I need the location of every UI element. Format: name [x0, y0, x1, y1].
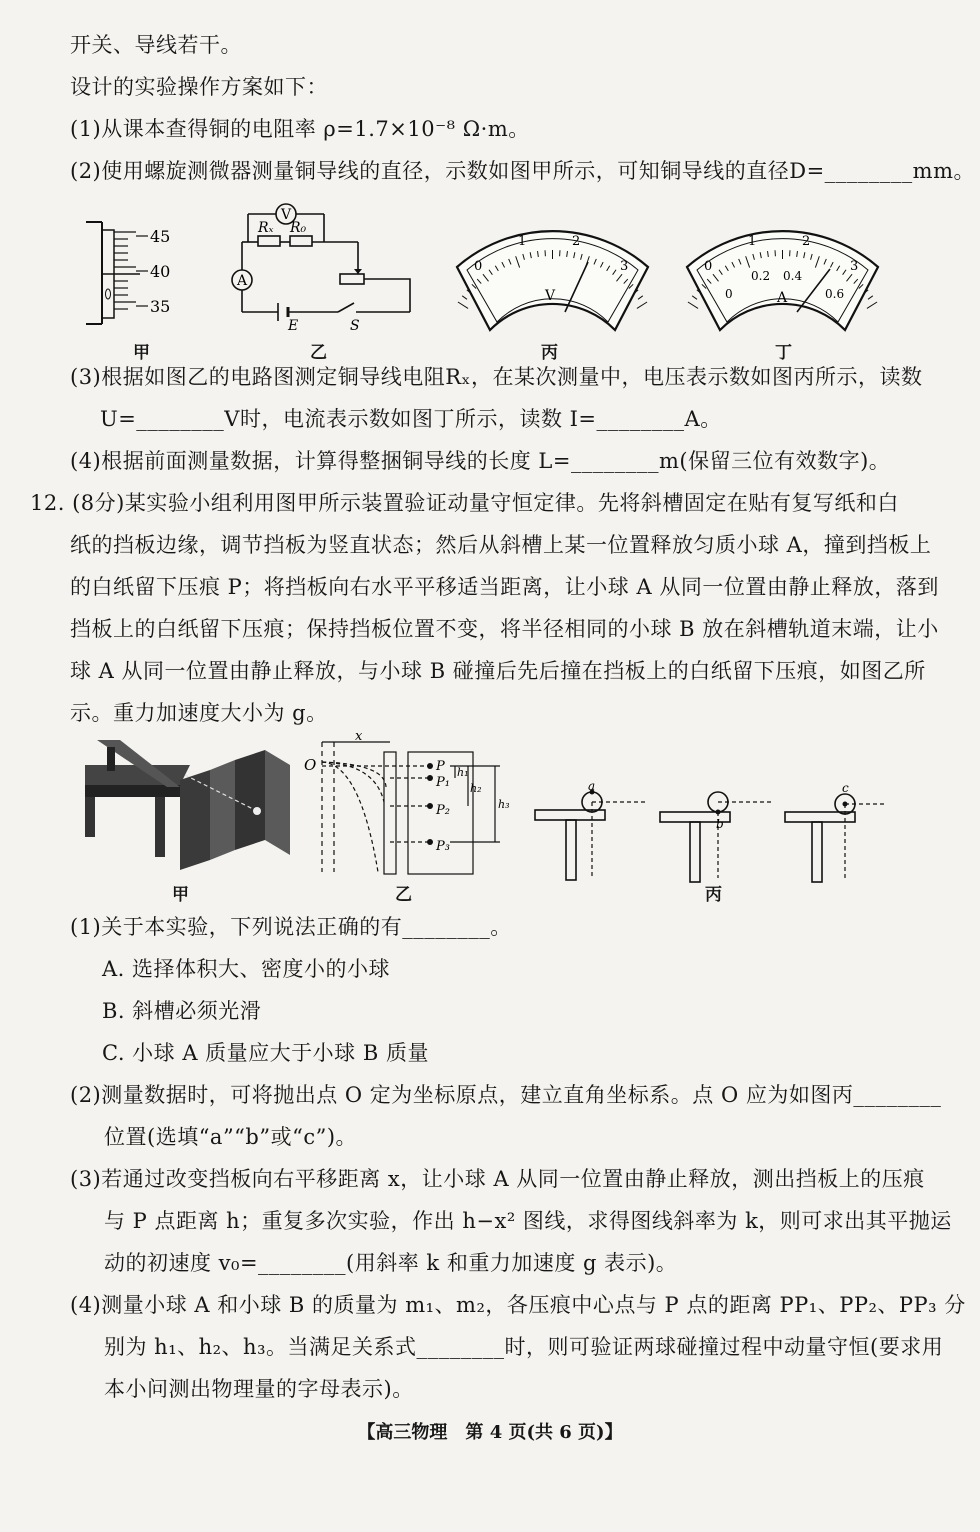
fig-label: c	[842, 781, 849, 795]
fig-label: x	[355, 732, 363, 744]
scale-label: 2	[572, 234, 581, 249]
scale-label: 0	[474, 259, 483, 274]
scale-label: 0.6	[825, 287, 845, 301]
figure-caption: 乙	[310, 343, 327, 363]
text-line: 本小问测出物理量的字母表示)。	[104, 1377, 414, 1401]
scale-tick	[458, 302, 468, 308]
option-b: B. 斜槽必须光滑	[102, 999, 262, 1023]
text-line: 纸的挡板边缘，调节挡板为竖直状态；然后从斜槽上某一位置释放匀质小球 A，撞到挡板上	[70, 533, 932, 557]
fig-label: P₁	[436, 775, 450, 790]
text-segment: Rₓ，在某次测量中，电压表示数如图丙所示，读数	[445, 365, 923, 389]
apparatus-figure	[85, 735, 295, 875]
text-segment: (3)根据如图乙的电路图测定铜导线电阻	[70, 365, 446, 389]
option-c: C. 小球 A 质量应大于小球 B 质量	[102, 1041, 429, 1065]
text-line	[70, 156, 975, 186]
ammeter-symbol: A	[237, 273, 248, 289]
scale-label: 1	[518, 234, 527, 249]
scale-tick	[637, 302, 647, 308]
figure-caption: 甲	[133, 343, 150, 363]
scale-label: 1	[748, 234, 757, 249]
ammeter-figure	[675, 212, 890, 337]
scale-tick	[638, 296, 643, 300]
unit-label: V	[545, 288, 556, 304]
text-line: 与 P 点距离 h；重复多次实验，作出 h−x² 图线，求得图线斜率为 k，则可求出其平抛运	[104, 1209, 952, 1233]
text-line: (4)根据前面测量数据，计算得整捆铜导线的长度 L=________m(保留三位有效数字)。	[70, 449, 891, 473]
scale-label: 0.4	[783, 269, 803, 283]
resistor-label: Rₓ	[258, 220, 274, 236]
text-line: U=________V时，电流表示数如图丁所示，读数 I=________A。	[100, 407, 722, 431]
figure-caption: 丁	[775, 343, 792, 363]
scale-label: 3	[850, 259, 859, 274]
tick-label: 40	[150, 262, 171, 281]
fig-label: O	[304, 756, 317, 774]
trajectory-figure	[300, 732, 525, 877]
text-segment: D=________mm。	[789, 159, 976, 183]
text-line: (1)从课本查得铜的电阻率 ρ=1.7×10⁻⁸ Ω·m。	[70, 117, 530, 141]
text-line: 挡板上的白纸留下压痕；保持挡板位置不变，将半径相同的小球 B 放在斜槽轨道末端，让小	[70, 617, 939, 641]
resistor-label: R₀	[290, 220, 307, 236]
text-line: 别为 h₁、h₂、h₃。当满足关系式________时，则可验证两球碰撞过程中动量守恒(要求用	[104, 1335, 944, 1359]
text-line: 开关、导线若干。	[70, 33, 242, 57]
page-footer: 【高三物理 第 4 页(共 6 页)】	[357, 1422, 623, 1443]
tick-label: 45	[150, 227, 171, 246]
tick-label: 35	[150, 297, 171, 316]
text-line: (2)测量数据时，可将抛出点 O 定为坐标原点，建立直角坐标系。点 O 应为如图丙________	[70, 1083, 942, 1107]
text-line: 示。重力加速度大小为 g。	[70, 701, 328, 725]
scale-tick	[868, 296, 873, 300]
fig-label: h₃	[498, 798, 510, 811]
switch-label: S	[350, 318, 360, 334]
scale-tick	[867, 302, 877, 308]
scale-label: 2	[802, 234, 811, 249]
fig-label: a	[588, 780, 596, 793]
text-line: 球 A 从同一位置由静止释放，与小球 B 碰撞后先后撞在挡板上的白纸留下压痕，如图乙所	[70, 659, 926, 683]
circuit-diagram	[228, 202, 418, 334]
figure-caption: 乙	[395, 885, 412, 905]
fig-label: P	[436, 759, 445, 774]
text-line	[70, 362, 922, 392]
fig-label: b	[716, 817, 724, 831]
figure-caption: 甲	[172, 885, 189, 905]
scale-label: 3	[620, 259, 629, 274]
scale-tick	[688, 302, 698, 308]
scale-tick	[692, 296, 697, 300]
fig-label: P₂	[436, 803, 450, 818]
text-line: 的白纸留下压痕 P；将挡板向右水平平移适当距离，让小球 A 从同一位置由静止释放，落到	[70, 575, 939, 599]
text-line: 位置(选填“a”“b”或“c”)。	[104, 1125, 358, 1149]
text-line: (4)测量小球 A 和小球 B 的质量为 m₁、m₂，各压痕中心点与 P 点的距离 PP₁、PP₂、PP₃ 分	[70, 1293, 966, 1317]
figure-caption: 丙	[541, 343, 558, 363]
scale-label: 0.2	[751, 269, 771, 283]
fig-label: P₃	[436, 839, 450, 854]
voltmeter-figure	[445, 212, 660, 337]
micrometer-figure	[80, 212, 210, 332]
text-line: 设计的实验操作方案如下：	[70, 75, 328, 99]
text-line: 动的初速度 v₀=________(用斜率 k 和重力加速度 g 表示)。	[104, 1251, 678, 1275]
fig-label: h₂	[470, 782, 482, 795]
text-line: (3)若通过改变挡板向右平移距离 x，让小球 A 从同一位置由静止释放，测出挡板上的压痕	[70, 1167, 925, 1191]
option-a: A. 选择体积大、密度小的小球	[102, 957, 391, 981]
text-segment: (2)使用螺旋测微器测量铜导线的直径，示数如图甲所示，可知铜导线的直径	[70, 159, 790, 183]
scale-tick	[462, 296, 467, 300]
unit-label: A	[777, 290, 788, 306]
battery-label: E	[288, 318, 299, 334]
text-line: (1)关于本实验，下列说法正确的有________。	[70, 915, 512, 939]
figure-caption: 丙	[705, 885, 722, 905]
scale-label: 0	[704, 259, 713, 274]
release-point-figure	[530, 780, 890, 885]
voltmeter-symbol: V	[281, 207, 292, 223]
scale-label: 0	[725, 287, 733, 301]
question-12-line: 12. (8分)某实验小组利用图甲所示装置验证动量守恒定律。先将斜槽固定在贴有复写纸和白	[30, 491, 899, 515]
fig-label: h₁	[457, 766, 469, 779]
